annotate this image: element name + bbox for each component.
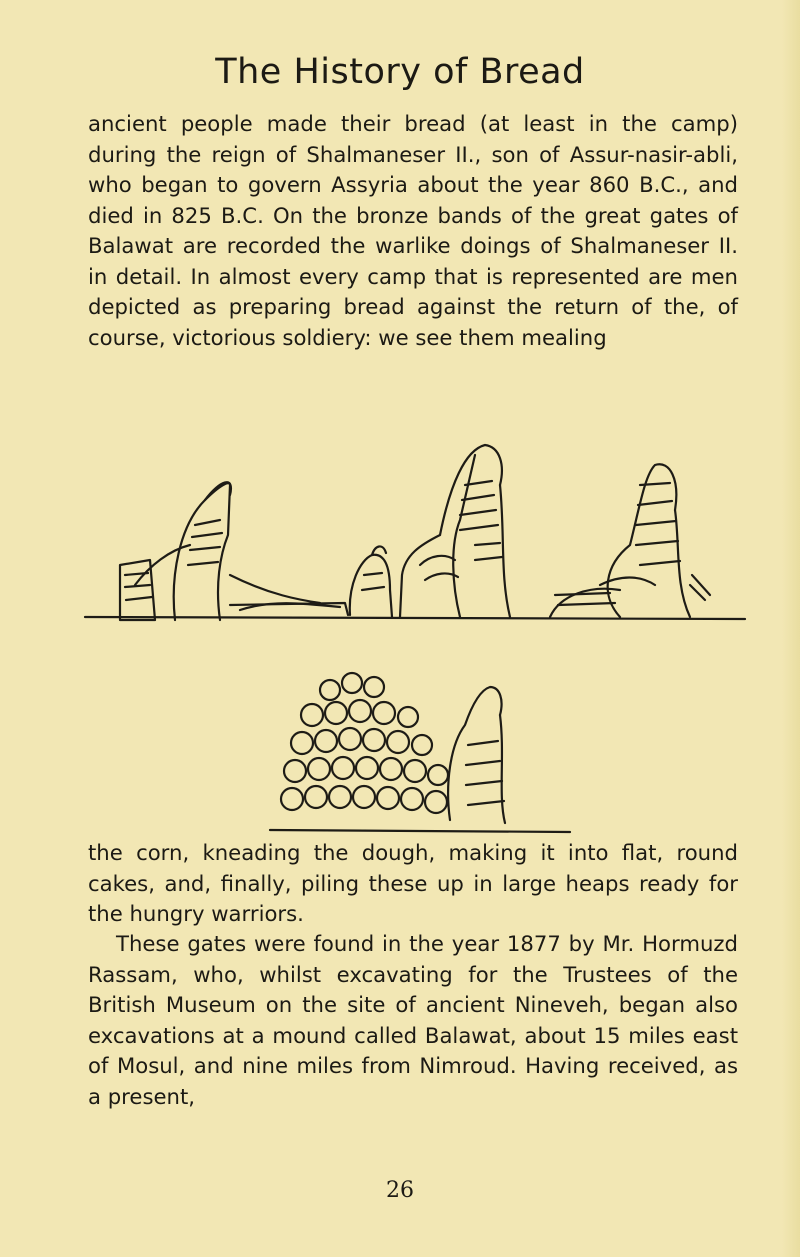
trough: [230, 603, 348, 615]
paragraph-1-text-e: On the bronze bands of the great gates of Balawat are recorded the warlike doings of Shalmaneser II. in detail. In almost every camp that is represented are men depicted as preparing bread against the return of the, of course, victorious soldiery: we see them mealing: [88, 202, 738, 350]
paragraph-1: [88, 109, 738, 353]
ground-line-upper: [85, 617, 745, 619]
pile-of-bread-cakes: [270, 673, 570, 832]
paragraph-3: These gates were found in the year 1877 by Mr. Hormuzd Rassam, who, whilst excavating for the Trustees of the British Museum on the site of ancient Nineveh, began also excavations at a mound called Balawat, about 15 miles east of Mosul, and nine miles from Nimroud. Having received, as a present,: [88, 931, 738, 1109]
page-edge-shadow: [782, 0, 800, 1257]
paragraph-2: the corn, kneading the dough, making it into flat, round cakes, and, finally, piling these up in large heaps ready for the hungry warriors.: [88, 840, 738, 926]
paragraph-1-text-a: ancient people made their bread (at least in the camp) during the reign of Shalmaneser II., son of Assur-nasir-abli, who began to govern Assyria about the year 860: [88, 111, 738, 197]
figure-attendant-lower: [448, 687, 505, 823]
era-abbrev-2: B.C.: [221, 202, 264, 228]
bronze-band-illustration: [80, 425, 750, 855]
figure-baker-right: [550, 464, 710, 617]
figure-miller-left: [120, 482, 320, 620]
figure-kneader-center: [400, 445, 510, 617]
running-head: The History of Bread: [215, 52, 585, 92]
era-abbrev-1: B.C.: [639, 172, 682, 197]
paragraph-1-text-c: , and died in 825: [88, 172, 738, 228]
figure-kneader-small: [350, 546, 392, 617]
page-number: 26: [386, 1178, 414, 1203]
